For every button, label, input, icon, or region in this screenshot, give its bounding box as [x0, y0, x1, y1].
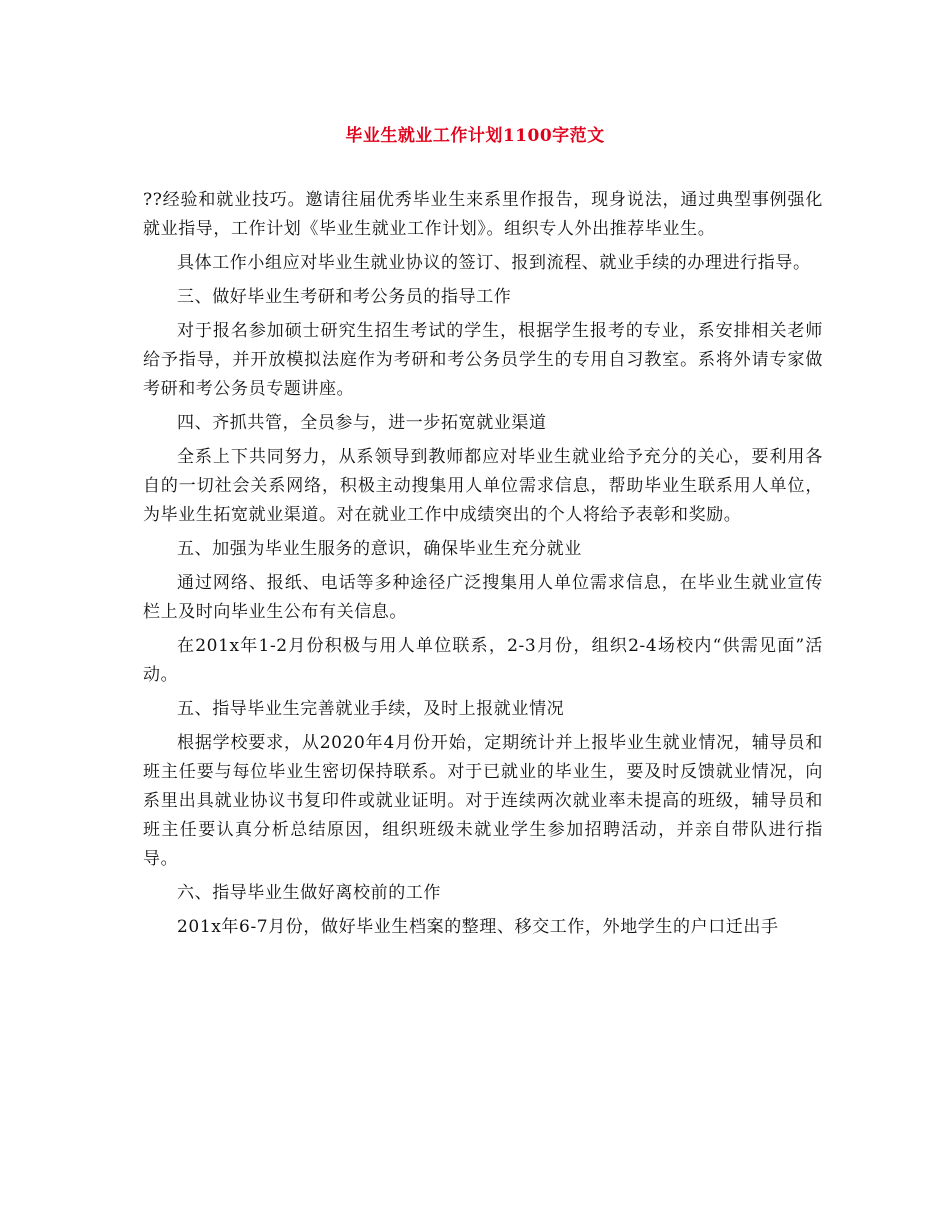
- section-heading: 五、指导毕业生完善就业手续，及时上报就业情况: [177, 699, 565, 719]
- paragraph: ??经验和就业技巧。邀请往届优秀毕业生来系里作报告，现身说法，通过典型事例强化就业指导，工作计划《毕业生就业工作计划》。组织专人外出推荐毕业生。: [143, 190, 823, 239]
- section-heading: 六、指导毕业生做好离校前的工作: [177, 883, 441, 903]
- section-heading: 五、加强为毕业生服务的意识，确保毕业生充分就业: [177, 539, 582, 559]
- document-body: [143, 186, 823, 947]
- paragraph: 根据学校要求，从2020年4月份开始，定期统计并上报毕业生就业情况，辅导员和班主任要与每位毕业生密切保持联系。对于已就业的毕业生，要及时反馈就业情况，向系里出具就业协议书复印件或就业证明。对于连续两次就业率未提高的班级，辅导员和班主任要认真分析总结原因，组织班级未就业学生参加招聘活动，并亲自带队进行指导。: [143, 733, 823, 869]
- paragraph: 全系上下共同努力，从系领导到教师都应对毕业生就业给予充分的关心，要利用各自的一切社会关系网络，积极主动搜集用人单位需求信息，帮助毕业生联系用人单位，为毕业生拓宽就业渠道。对在就业工作中成绩突出的个人将给予表彰和奖励。: [143, 447, 823, 525]
- paragraph: 对于报名参加硕士研究生招生考试的学生，根据学生报考的专业，系安排相关老师给予指导，并开放模拟法庭作为考研和考公务员学生的专用自习教室。系将外请专家做考研和考公务员专题讲座。: [143, 321, 823, 399]
- paragraph: 在201x年1-2月份积极与用人单位联系，2-3月份，组织2-4场校内“供需见面”活动。: [143, 636, 823, 685]
- paragraph: 201x年6-7月份，做好毕业生档案的整理、移交工作，外地学生的户口迁出手: [177, 917, 779, 937]
- section-heading: 四、齐抓共管，全员参与，进一步拓宽就业渠道: [177, 413, 547, 433]
- document-title: 毕业生就业工作计划1100字范文: [345, 126, 605, 146]
- paragraph: 具体工作小组应对毕业生就业协议的签订、报到流程、就业手续的办理进行指导。: [177, 253, 811, 273]
- paragraph: 通过网络、报纸、电话等多种途径广泛搜集用人单位需求信息，在毕业生就业宣传栏上及时向毕业生公布有关信息。: [143, 573, 823, 622]
- section-heading: 三、做好毕业生考研和考公务员的指导工作: [177, 287, 512, 307]
